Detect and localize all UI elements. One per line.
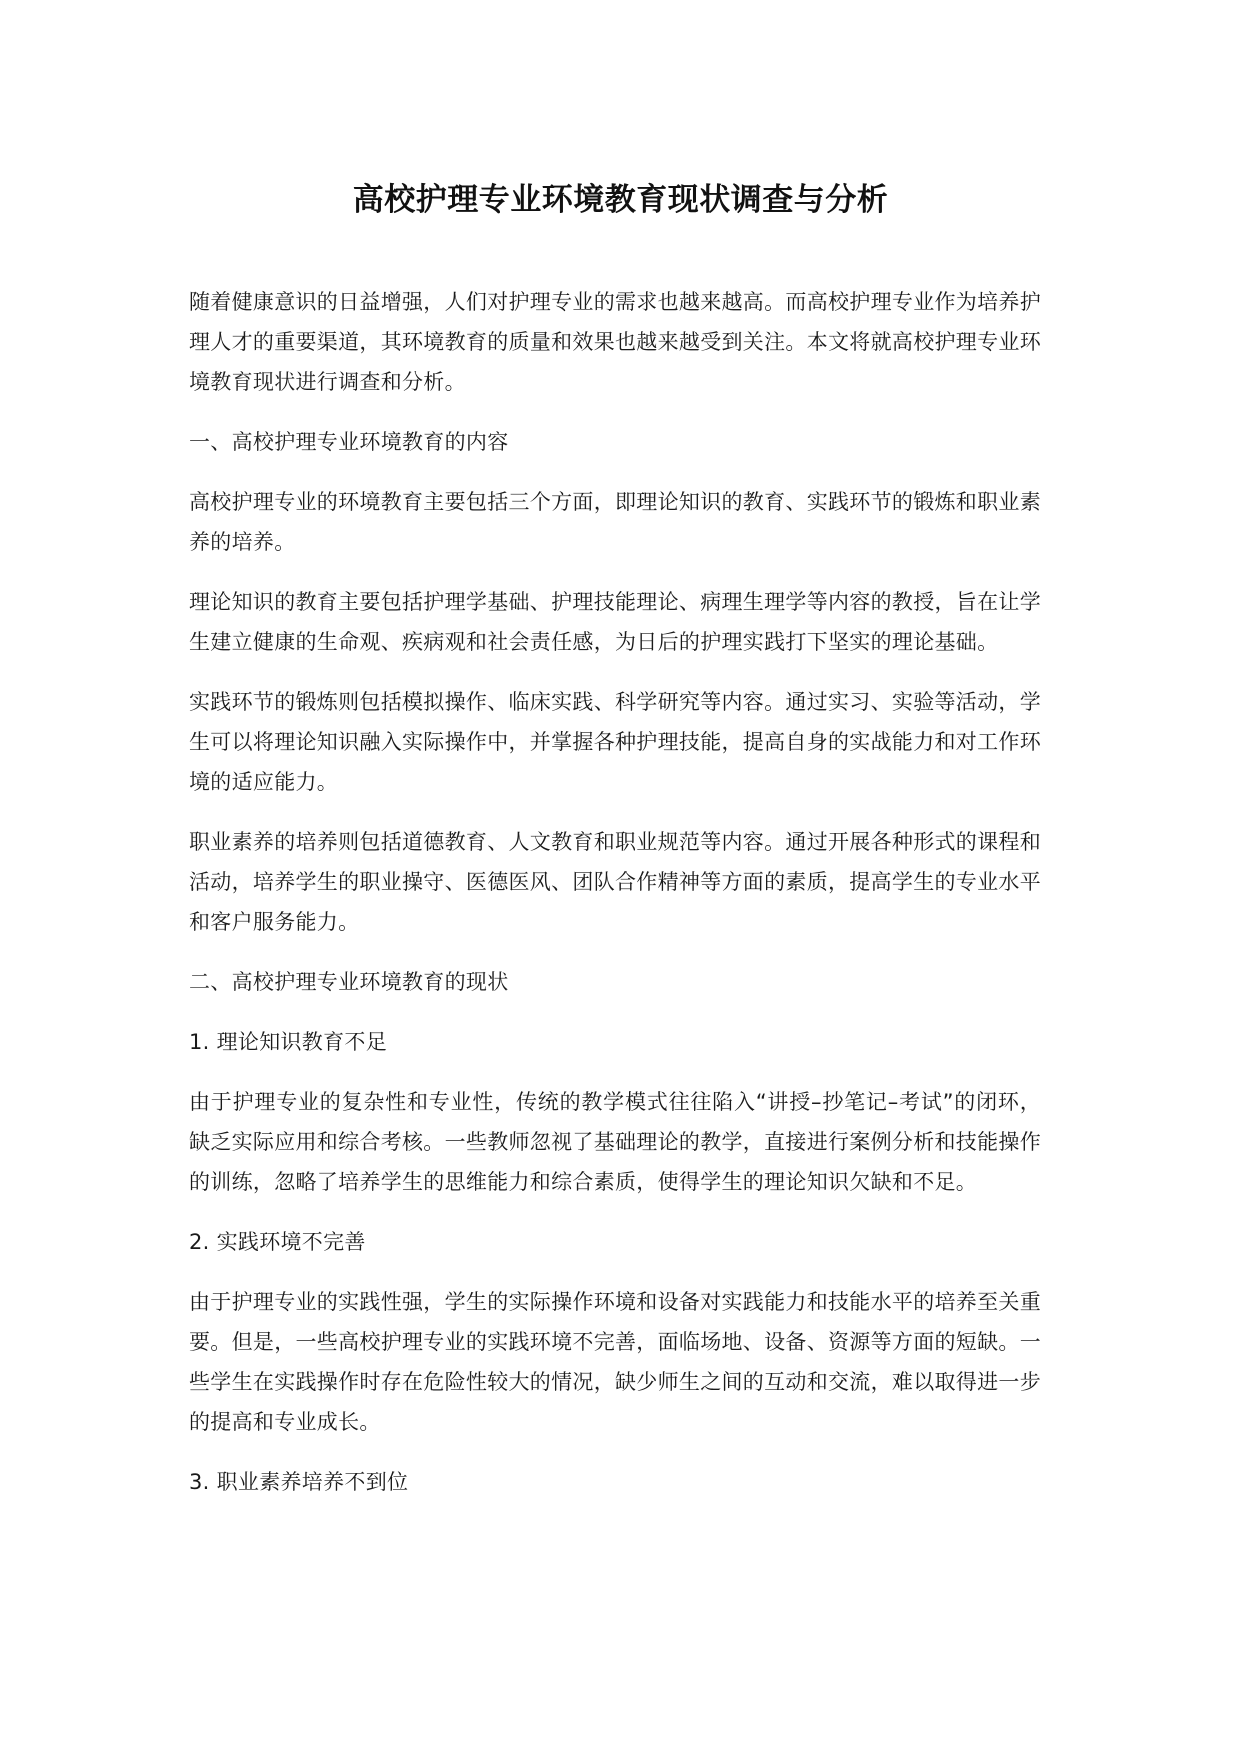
paragraph: 由于护理专业的实践性强，学生的实际操作环境和设备对实践能力和技能水平的培养至关重要。但是，一些高校护理专业的实践环境不完善，面临场地、设备、资源等方面的短缺。一些学生在实践操作时存在危险性较大的情况，缺少师生之间的互动和交流，难以取得进一步的提高和专业成长。 (189, 1290, 1041, 1434)
document-body (189, 282, 1041, 1522)
document-title: 高校护理专业环境教育现状调查与分析 (352, 182, 889, 218)
paragraph: 职业素养的培养则包括道德教育、人文教育和职业规范等内容。通过开展各种形式的课程和活动，培养学生的职业操守、医德医风、团队合作精神等方面的素质，提高学生的专业水平和客户服务能力。 (189, 830, 1041, 934)
paragraph-intro: 随着健康意识的日益增强，人们对护理专业的需求也越来越高。而高校护理专业作为培养护理人才的重要渠道，其环境教育的质量和效果也越来越受到关注。本文将就高校护理专业环境教育现状进行调查和分析。 (189, 290, 1041, 394)
section-heading-content: 一、高校护理专业环境教育的内容 (189, 430, 509, 454)
paragraph: 理论知识的教育主要包括护理学基础、护理技能理论、病理生理学等内容的教授，旨在让学生建立健康的生命观、疾病观和社会责任感，为日后的护理实践打下坚实的理论基础。 (189, 590, 1041, 654)
subsection-heading-1: 1. 理论知识教育不足 (189, 1030, 388, 1054)
section-heading-status: 二、高校护理专业环境教育的现状 (189, 970, 509, 994)
paragraph: 实践环节的锻炼则包括模拟操作、临床实践、科学研究等内容。通过实习、实验等活动，学生可以将理论知识融入实际操作中，并掌握各种护理技能，提高自身的实战能力和对工作环境的适应能力。 (189, 690, 1041, 794)
paragraph: 高校护理专业的环境教育主要包括三个方面，即理论知识的教育、实践环节的锻炼和职业素养的培养。 (189, 490, 1041, 554)
subsection-heading-2: 2. 实践环境不完善 (189, 1230, 366, 1254)
subsection-heading-3: 3. 职业素养培养不到位 (189, 1470, 409, 1494)
paragraph: 由于护理专业的复杂性和专业性，传统的教学模式往往陷入“讲授–抄笔记–考试”的闭环，缺乏实际应用和综合考核。一些教师忽视了基础理论的教学，直接进行案例分析和技能操作的训练，忽略了培养学生的思维能力和综合素质，使得学生的理论知识欠缺和不足。 (189, 1090, 1041, 1194)
